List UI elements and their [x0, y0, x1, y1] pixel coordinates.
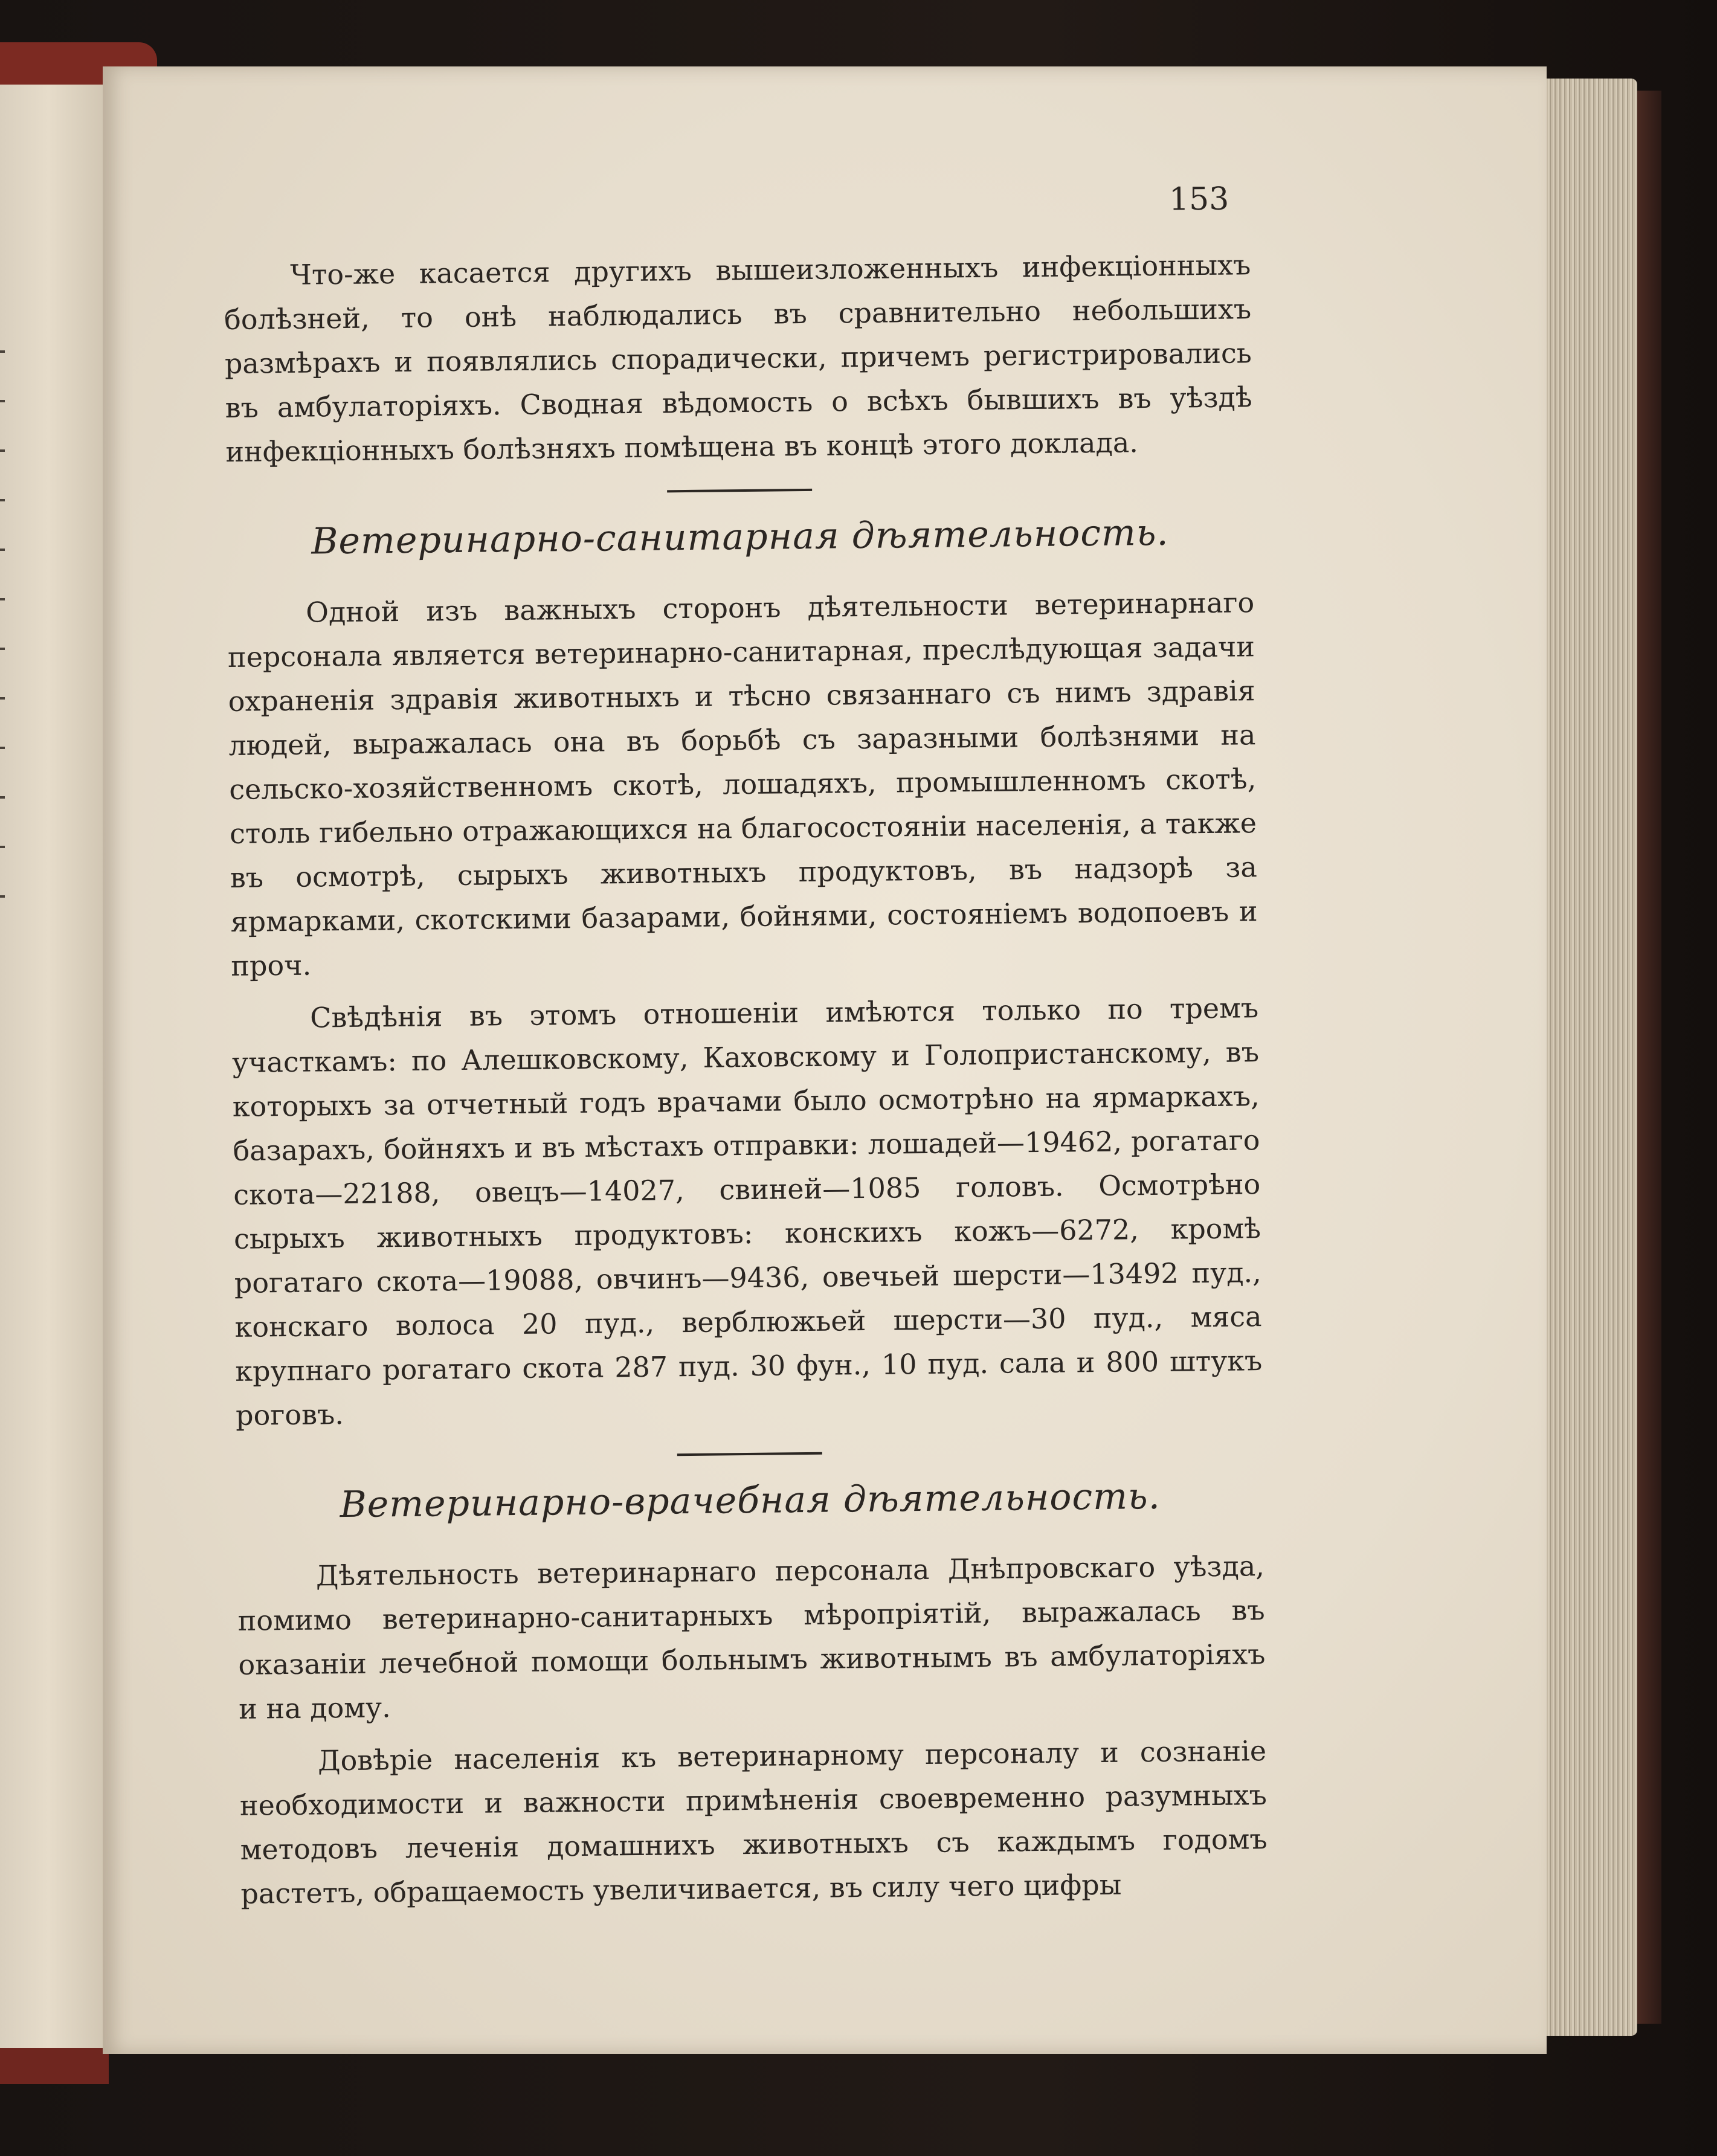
section-divider — [667, 489, 812, 493]
paragraph: Дѣятельность ветеринарнаго персонала Днѣпровскаго уѣзда, помимо ветеринарно-санитарныхъ мѣропріятій, выражалась въ оказаніи лечебной помощи больнымъ животнымъ въ амбулаторіяхъ и на дому. — [237, 1549, 1266, 1725]
section-divider — [677, 1452, 822, 1456]
paragraph: Довѣріе населенія къ ветеринарному персоналу и сознаніе необходимости и важности примѣненія своевременно разумныхъ методовъ леченія домашнихъ животныхъ съ каждымъ годомъ растетъ, обращаемость увеличивается, въ силу чего цифры — [239, 1734, 1268, 1910]
cover-binding-bottom — [0, 2048, 109, 2084]
section-title-sanitary: Ветеринарно-санитарная дѣятельность. — [311, 511, 1169, 563]
previous-page-text-marks — [0, 350, 12, 945]
intro-paragraph: Что-же касается другихъ вышеизложенныхъ инфекціонныхъ болѣзней, то онѣ наблюдались въ сравнительно небольшихъ размѣрахъ и появлялись спорадически, причемъ регистрировались въ амбулаторіяхъ. Сводная вѣдомость о всѣхъ бывшихъ въ уѣздѣ инфекціонныхъ болѣзняхъ помѣщена въ концѣ этого доклада. — [224, 248, 1252, 468]
page-text — [224, 243, 1268, 1925]
paragraph: Одной изъ важныхъ сторонъ дѣятельности ветеринарнаго персонала является ветеринарно-санитарная, преслѣдующая задачи охраненія здравія животныхъ и тѣсно связаннаго съ нимъ здравія людей, выражалась она въ борьбѣ съ заразными болѣзнями на сельско-хозяйственномъ скотѣ, лошадяхъ, промышленномъ скотѣ, столь гибельно отражающихся на благосостояніи населенія, а также въ осмотрѣ, сырыхъ животныхъ продуктовъ, въ надзорѣ за ярмарками, скотскими базарами, бойнями, состояніемъ водопоевъ и проч. — [227, 586, 1258, 982]
book-page — [103, 66, 1547, 2054]
page-number: 153 — [1168, 181, 1229, 218]
section-title-medical: Ветеринарно-врачебная дѣятельность. — [340, 1475, 1161, 1527]
paragraph: Свѣдѣнія въ этомъ отношеніи имѣются только по тремъ участкамъ: по Алешковскому, Каховскому и Голопристанскому, въ которыхъ за отчетный годъ врачами было осмотрѣно на ярмаркахъ, базарахъ, бойняхъ и въ мѣстахъ отправки: лошадей—19462, рогатаго скота—22188, овецъ—14027, свиней—1085 головъ. Осмотрѣно сырыхъ животныхъ продуктовъ: конскихъ кожъ—6272, кромѣ рогатаго скота—19088, овчинъ—9436, овечьей шерсти—13492 пуд., конскаго волоса 20 пуд., верблюжьей шерсти—30 пуд., мяса крупнаго рогатаго скота 287 пуд. 30 фун., 10 пуд. сала и 800 штукъ роговъ. — [231, 991, 1263, 1432]
